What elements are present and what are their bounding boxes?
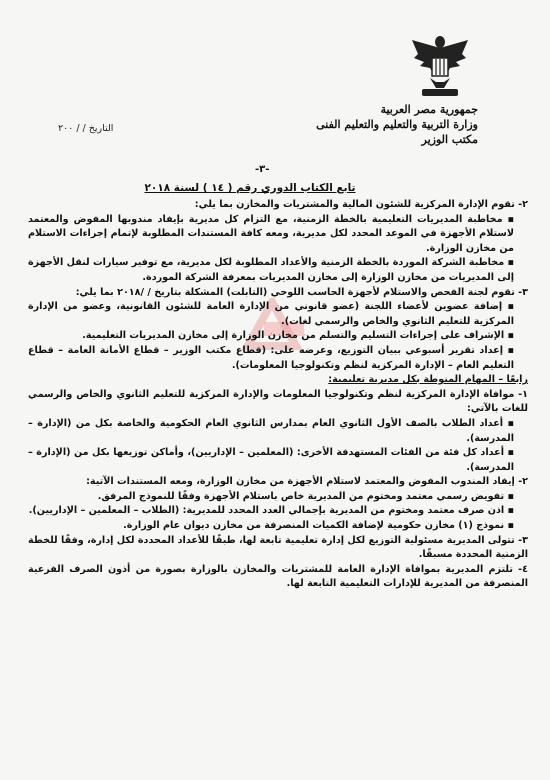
paragraph: ▪ مخاطبة المديريات التعليمية بالخطة الزمنية، مع التزام كل مديرية بإيفاد مندوبها المفوض والمعتمد لاستلام الأجهزة في الموعد المحدد لكل مديرية، ومعه كافة المستندات المطلوبة لإتمام إجراءات الاستلام من مخازن الوزارة. (28, 213, 514, 254)
country-name: جمهورية مصر العربية (380, 103, 478, 116)
paragraph: ▪ اذن صرف معتمد ومختوم من المديرية بإجمالي العدد المحدد للمديرية: (الطلاب – المعلمين – الإداريين). (28, 505, 514, 517)
date-line: التاريخ / / ٢٠٠ (58, 123, 114, 134)
document-title: تابع الكتاب الدوري رقم ( ١٤ ) لسنة ٢٠١٨ (144, 182, 356, 194)
document-body (28, 198, 528, 592)
ministry-header (298, 102, 478, 147)
paragraph: ▪ نموذج (١) مخازن حكومية لإضافة الكميات المنصرفة من مخازن ديوان عام الوزارة. (123, 520, 514, 532)
paragraph: ٢- تقوم الإدارة المركزية للشئون المالية والمشتريات والمخازن بما يلي: (194, 199, 528, 210)
office-name: مكتب الوزير (421, 133, 478, 146)
paragraph: ١- موافاة الإدارة المركزية لنظم وتكنولوجيا المعلومات والإدارة المركزية للتعليم الثانوي والخاص والرسمي للغات بالآتي: (28, 388, 528, 415)
paragraph: ▪ مخاطبة الشركة الموردة بالخطة الزمنية والأعداد المطلوبة لكل مديرية، مع توفير سيارات لنقل الأجهزة إلى المديريات من مخازن الوزارة إلى مخازن المديريات بمعرفة الشركة الموردة. (28, 257, 514, 283)
paragraph: ▪ أعداد كل فئة من الفئات المستهدفة الأخرى: (المعلمين – الإداريين)، وأماكن توزيعها بكل من (الإدارة – المدرسة). (28, 447, 514, 473)
paragraph: ▪ الإشراف على إجراءات التسليم والتسلم من مخازن الوزارة إلى مخازن المديريات التعليمية. (82, 330, 514, 342)
paragraph: ▪ إعداد تقرير أسبوعي ببيان التوزيع، وعرضه على: (قطاع مكتب الوزير – قطاع الأمانة العامة – قطاع التعليم العام – الإدارة المركزية لنظم وتكنولوجيا المعلومات). (28, 344, 514, 371)
paragraph: ٤- تلتزم المديرية بموافاة الإدارة العامة للمشتريات والمخازن بالوزارة بصورة من أذون الصرف الفرعية المنصرفة من المديرية للإدارات التعليمية التابعة لها. (28, 563, 528, 590)
paragraph: ▪ أعداد الطلاب بالصف الأول الثانوي العام بمدارس الثانوي العام الحكومية والخاصة بكل من (الإدارة – المدرسة). (28, 417, 514, 444)
paragraph: ▪ تفويض رسمي معتمد ومختوم من المديرية خاص باستلام الأجهزة وفقًا للنموذج المرفق. (97, 490, 514, 502)
paragraph: رابعًا – المهام المنوطة بكل مديرية تعليمية: (328, 374, 528, 386)
paragraph: ٣- تتولى المديرية مسئولية التوزيع لكل إدارة تعليمية تابعة لها، طبقًا للأعداد المحددة لكل إدارة، وفقًا للخطة الزمنية المحددة مسبقًا. (28, 534, 528, 561)
eagle-emblem-icon (408, 32, 472, 98)
paragraph: ▪ إضافة عضوين لأعضاء اللجنة (عضو قانوني من الإدارة العامة للشئون القانونية، وعضو من الإدارة المركزية للتعليم الثانوي والخاص والرسمي لغات). (28, 301, 514, 327)
ministry-name: وزارة التربية والتعليم والتعليم الفنى (316, 118, 478, 131)
paragraph: ٣- تقوم لجنة الفحص والاستلام لأجهزة الحاسب اللوحي (التابلت) المشكلة بتاريخ / /٢٠١٨ بما يلي: (75, 286, 528, 298)
paragraph: ٢- إيفاد المندوب المفوض والمعتمد لاستلام الأجهزة من مخازن الوزارة، ومعه المستندات الآتية: (86, 476, 528, 488)
page-number: -٣- (255, 164, 270, 175)
